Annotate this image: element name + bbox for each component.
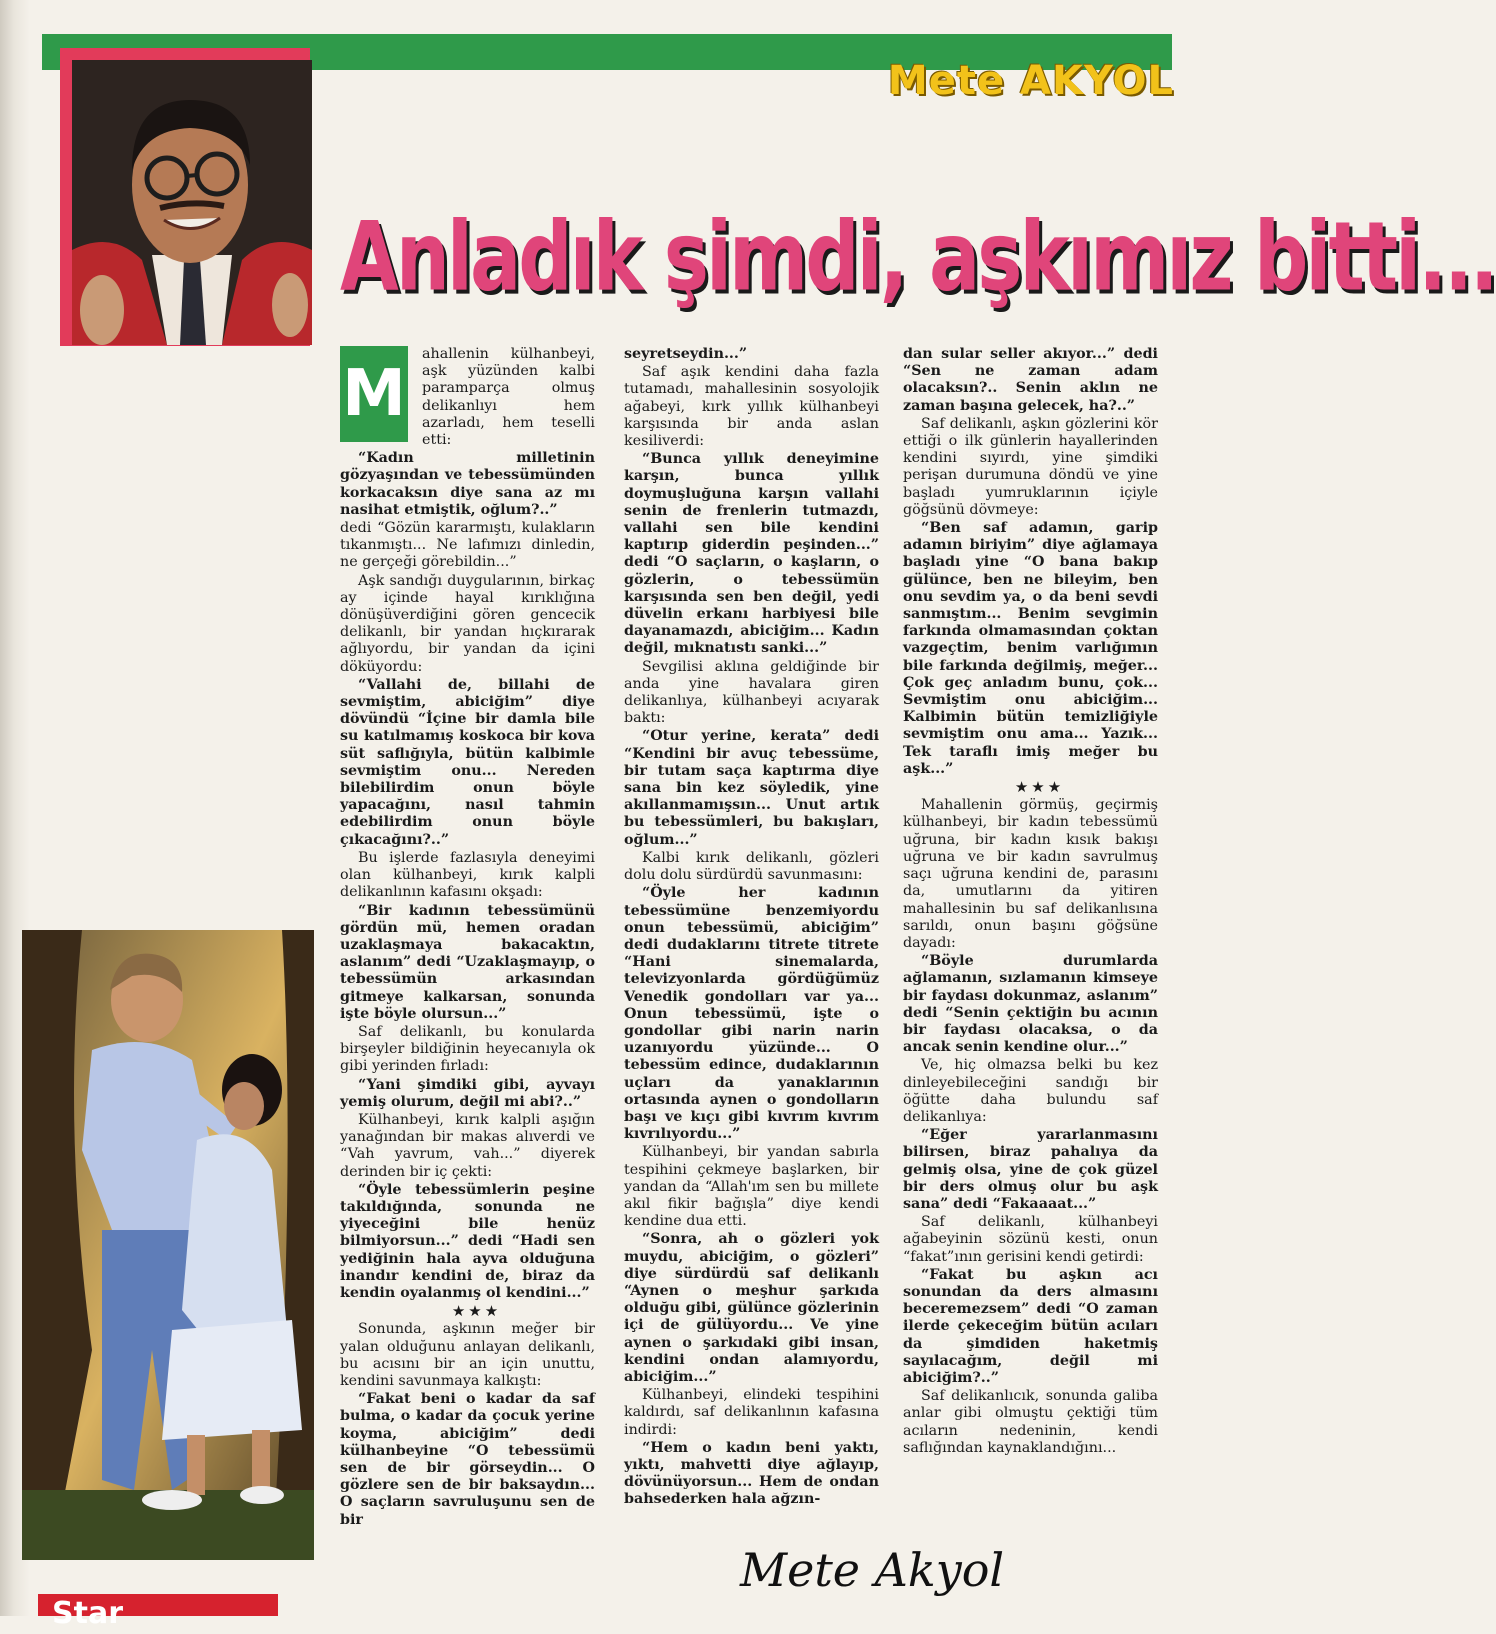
article-paragraph: “Bunca yıllık deneyimine karşın, bunca yıllık doymuşluğuna karşın vallahi senin de frenlerin tutmazdı, vallahi sen bile kendini kaptırıp giderdin peşinden...” dedi “O saçların, o kaşların, o gözlerin, o tebessümün karşısında sen ben değil, yedi düvelin erkanı harbiyesi bile dayanamazdı, abiciğim... Kadın değil, mıknatıstı sanki...” bbox=[624, 451, 879, 657]
article-paragraph: Ve, hiç olmazsa belki bu kez dinleyebileceğini sandığı bir öğütte daha bulundu saf delikanlıya: bbox=[903, 1057, 1158, 1125]
article-paragraph: “Vallahi de, billahi de sevmiştim, abiciğim” diye dövündü “İçine bir damla bile su katılmamış koskoca bir kova süt saflığıyla, bütün kalbimle sevmiştim onu... Nereden bilebilirdim onun böyle yapacağını, nasıl tahmin edebilirdim onun böyle çıkacağını?..” bbox=[340, 676, 595, 848]
article-paragraph: “Fakat beni o kadar da saf bulma, o kadar da çocuk yerine koyma, abiciğim” dedi külhanbeyine “O tebessümü sen de bir görseydin... O gözlere sen de bir baksaydın... O saçların savruluşunu sen de bir bbox=[340, 1391, 595, 1528]
article-paragraph: “Sonra, ah o gözleri yok muydu, abiciğim, o gözleri” diye sürdürdü saf delikanlı “Aynen o meşhur şarkıda olduğu gibi, gülünce gözlerinin içi de gülüyordu... Ve yine aynen o şarkıdaki gibi insan, kendini ondan alamıyordu, abiciğim...” bbox=[624, 1231, 879, 1385]
article-paragraph: seyretseydin...” bbox=[624, 346, 748, 362]
article-paragraph: “Böyle durumlarda ağlamanın, sızlamanın kimseye bir faydası dokunmaz, aslanım” dedi “Senin çektiğin bu acının bir faydası olacaksa, o da ancak senin kendine olur...” bbox=[903, 953, 1158, 1056]
article-column-3 bbox=[903, 346, 1158, 1576]
section-stars: ★★★ bbox=[451, 1302, 502, 1321]
article-paragraph: “Hem o kadın beni yaktı, yıktı, mahvetti diye ağlayıp, dövünüyorsun... Hem de ondan bahsederken hala ağzın- bbox=[624, 1439, 879, 1508]
article-paragraph: Sevgilisi aklına geldiğinde bir anda yine havalara giren delikanlıya, külhanbeyi acıyarak baktı: bbox=[624, 658, 879, 727]
article-paragraph: Mahallenin görmüş, geçirmiş külhanbeyi, bir kadın tebessümü uğruna, bir kadın kısık bakışı uğruna ve bir kadın savrulmuş saçı uğruna kendini de, parasını da, umutlarını da yitiren mahallesinin bu saf delikanlısına sarıldı, onun başını göğsüne dayadı: bbox=[903, 797, 1158, 951]
couple-photo bbox=[22, 930, 314, 1560]
article-paragraph: “Bir kadının tebessümünü gördün mü, hemen oradan uzaklaşmaya bakacaktın, aslanım” dedi “Uzaklaşmayıp, o tebessümün arkasından gitmeye kalkarsan, sonunda işte böyle olursun...” bbox=[340, 902, 595, 1022]
article-paragraph: Saf delikanlıcık, sonunda galiba anlar gibi olmuştu çektiği tüm acıların nedeninin, kendi saflığından kaynaklandığını... bbox=[903, 1388, 1158, 1456]
article-paragraph: Külhanbeyi, elindeki tespihini kaldırdı, saf delikanlının kafasına indirdi: bbox=[624, 1387, 879, 1438]
article-paragraph: “Öyle her kadının tebessümüne benzemiyordu onun tebessümü, abiciğim” dedi dudaklarını titrete titrete “Hani sinemalarda, televizyonlarda gördüğümüz Venedik gondolları var ya... Onun tebessümü, işte o gondollar gibi narin narin uzanıyordu yüzünde... O tebessüm edince, dudaklarının uçları da yanaklarının ortasında aynen o gondolların başı ve kıçı gibi kıvrım kıvrım kıvrılıyordu...” bbox=[624, 885, 879, 1143]
magazine-logo: Star bbox=[38, 1594, 278, 1616]
article-paragraph: Külhanbeyi, kırık kalpli aşığın yanağından bir makas alıverdi ve “Vah yavrum, vah...” diyerek derinden bir iç çekti: bbox=[340, 1111, 595, 1180]
article-paragraph: “Fakat bu aşkın acı sonundan da ders almasını beceremezsem” dedi “O zaman ilerde çekeceğim bütün acıları da şimdiden haketmiş sayılacağım, değil mi abiciğim?..” bbox=[903, 1266, 1158, 1386]
article-paragraph: Saf delikanlı, bu konularda birşeyler bildiğinin heyecanıyla ok gibi yerinden fırladı: bbox=[340, 1023, 595, 1075]
article-paragraph: Saf delikanlı, aşkın gözlerini kör ettiği o ilk günlerin hayallerinden kendini sıyırdı, yine şimdiki perişan durumuna döndü ve yine başladı yumruklarının içiyle göğsünü dövmeye: bbox=[903, 415, 1158, 518]
article-paragraph: “Yani şimdiki gibi, ayvayı yemiş olurum, değil mi abi?..” bbox=[340, 1076, 595, 1110]
article-column-1 bbox=[340, 346, 595, 1576]
article-paragraph: dan sular seller akıyor...” dedi “Sen ne zaman adam olacaksın?.. Senin aklın ne zaman başına gelecek, ha?..” bbox=[903, 346, 1158, 414]
article-paragraph: dedi “Gözün kararmıştı, kulakların tıkanmıştı... Ne lafımızı dinledin, ne gerçeği görebildin...” bbox=[340, 520, 595, 571]
author-signature: Mete Akyol bbox=[740, 1543, 1005, 1597]
article-paragraph: Saf delikanlı, külhanbeyi ağabeyinin sözünü kesti, onun “fakat”ının gerisini kendi getirdi: bbox=[903, 1214, 1158, 1265]
article-paragraph: Saf aşık kendini daha fazla tutamadı, mahallesinin sosyolojik ağabeyi, kırk yıllık külhanbeyi karşısında bir anda aslan kesiliverdi: bbox=[624, 364, 879, 450]
section-stars: ★★★ bbox=[1014, 778, 1065, 797]
article-paragraph: “Ben saf adamın, garip adamın biriyim” diye ağlamaya başladı yine “O bana bakıp gülünce, ben ne bileyim, ben onu sevdim ya, o da beni sevdi sanmıştım... Benim sevgimin farkında olmamasından çoktan vazgeçtim, benim varlığımın bile farkında değilmiş, meğer... Çok geç anladım bunu, çok... Sevmiştim onu abiciğim... Kalbimin bütün temizliğiyle sevmiştim onu ama... Yazık... Tek taraflı imiş meğer bu aşk...” bbox=[903, 520, 1158, 777]
article-paragraph: Sonunda, aşkının meğer bir yalan olduğunu anlayan delikanlı, bu acısını bir an için unuttu, kendini savunmaya kalkıştı: bbox=[340, 1321, 595, 1389]
article-paragraph: ahallenin külhanbeyi, aşk yüzünden kalbi paramparça olmuş delikanlıyı hem azarladı, hem teselli etti: bbox=[422, 346, 595, 449]
article-paragraph: “Öyle tebessümlerin peşine takıldığında, sonunda ne yiyeceğini bile henüz bilmiyorsun...” dedi “Hadi sen yediğinin hala ayva olduğuna inandır kendini de, biraz da kendin oyalanmış ol kendini...” bbox=[340, 1181, 595, 1301]
article-paragraph: “Otur yerine, kerata” dedi “Kendini bir avuç tebessüme, bir tutam saça kaptırma diye sana bin kez söyledik, yine akıllanmamışsın... Unut artık bu tebessümleri, bu bakışları, oğlum...” bbox=[624, 728, 879, 848]
article-paragraph: “Kadın milletinin gözyaşından ve tebessümünden korkacaksın diye sana az mı nasihat etmiştik, oğlum?..” bbox=[340, 450, 595, 518]
dropcap: M bbox=[340, 346, 408, 442]
article-paragraph: “Eğer yararlanmasını bilirsen, biraz pahalıya da gelmiş olsa, yine de çok güzel bir ders olmuş olur bu aşk sana” dedi “Fakaaaat...” bbox=[903, 1127, 1158, 1212]
article-column-2 bbox=[624, 346, 879, 1576]
columnist-name: Mete AKYOL bbox=[887, 58, 1174, 104]
article-paragraph: Külhanbeyi, bir yandan sabırla tespihini çekmeye başlarken, bir yandan da “Allah'ım sen bu millete akıl fikir bağışla” diye kendi kendine dua etti. bbox=[624, 1144, 879, 1230]
article-paragraph: Bu işlerde fazlasıyla deneyimi olan külhanbeyi, kırık kalpli delikanlının kafasını okşadı: bbox=[340, 849, 595, 901]
article-headline: Anladık şimdi, aşkımız bitti... bbox=[340, 200, 1496, 312]
columnist-portrait bbox=[72, 60, 312, 345]
article-paragraph: Kalbi kırık delikanlı, gözleri dolu dolu sürdürdü savunmasını: bbox=[624, 849, 879, 884]
article-paragraph: Aşk sandığı duygularının, birkaç ay içinde hayal kırıklığına dönüşüverdiğini gören gencecik delikanlı, bir yandan hıçkırarak ağlıyordu, bir yandan da içini döküyordu: bbox=[340, 572, 595, 675]
